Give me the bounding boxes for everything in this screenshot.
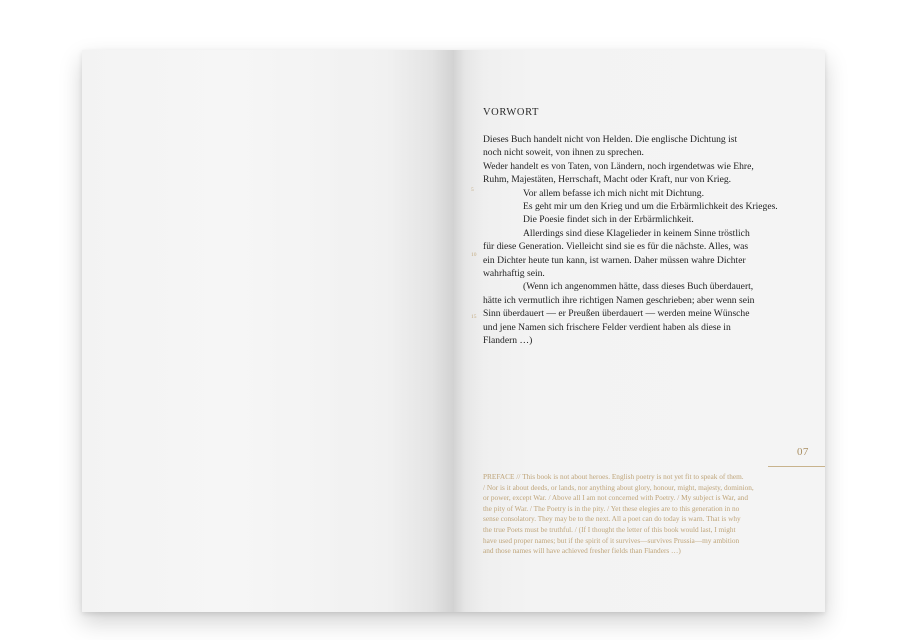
footnote-line: PREFACE // This book is not about heroes. English poetry is not yet fit to speak of them.: [483, 472, 744, 481]
text-line: Es geht mir um den Krieg und um die Erbärmlichkeit des Krieges.: [523, 201, 778, 213]
page-number: 07: [797, 446, 809, 458]
footnote-line: the true Poets must be truthful. / (If I thought the letter of this book would last, I might: [483, 524, 736, 534]
line-number: 5: [471, 187, 474, 193]
text-line: und jene Namen sich frischere Felder verdient haben als diese in: [483, 321, 731, 333]
text-line: Ruhm, Majestäten, Herrschaft, Macht oder Kraft, nur von Krieg.: [483, 174, 732, 186]
footnote-line: sense consolatory. They may be to the next. All a poet can do today is warn. That is why: [483, 514, 741, 524]
line-number: 10: [471, 252, 477, 258]
text-line: Vor allem befasse ich mich nicht mit Dichtung.: [523, 187, 704, 199]
page-title: VORWORT: [483, 107, 540, 118]
footnote-line: the pity of War. / The Poetry is in the pity. / Yet these elegies are to this generation in no: [483, 503, 740, 513]
line-number: 15: [471, 314, 477, 320]
right-page: [454, 50, 825, 612]
text-line: wahrhaftig sein.: [483, 268, 545, 280]
text-line: Weder handelt es von Taten, von Ländern, noch irgendetwas wie Ehre,: [483, 160, 754, 172]
footnote-line: have used proper names; but if the spirit of it survives—survives Prussia—my ambition: [483, 535, 740, 545]
text-line: Die Poesie findet sich in der Erbärmlichkeit.: [523, 214, 694, 226]
text-line: ein Dichter heute tun kann, ist warnen. Daher müssen wahre Dichter: [483, 254, 746, 266]
text-line: für diese Generation. Vielleicht sind sie es für die nächste. Alles, was: [483, 241, 749, 253]
text-line: Sinn überdauert — er Preußen überdauert — werden meine Wünsche: [483, 308, 750, 320]
text-line: noch nicht soweit, von ihnen zu sprechen.: [483, 147, 644, 159]
page-number-rule: [768, 466, 825, 467]
footnote-line: or power, except War. / Above all I am not concerned with Poetry. / My subject is War, and: [483, 493, 748, 503]
preface-text: [483, 133, 803, 348]
english-translation: [483, 472, 813, 557]
book-spread: [82, 50, 825, 612]
text-line: (Wenn ich angenommen hätte, dass dieses Buch überdauert,: [523, 281, 754, 293]
text-line: hätte ich vermutlich ihre richtigen Namen geschrieben; aber wenn sein: [483, 294, 755, 306]
left-page: [82, 50, 454, 612]
text-line: Allerdings sind diese Klagelieder in keinem Sinne tröstlich: [523, 227, 750, 239]
footnote-line: and those names will have achieved fresher fields than Flanders …): [483, 546, 681, 556]
footnote-line: / Nor is it about deeds, or lands, nor anything about glory, honour, might, majesty, dominion,: [483, 482, 754, 492]
text-line: Flandern …): [483, 335, 533, 347]
text-line: Dieses Buch handelt nicht von Helden. Die englische Dichtung ist: [483, 134, 738, 145]
